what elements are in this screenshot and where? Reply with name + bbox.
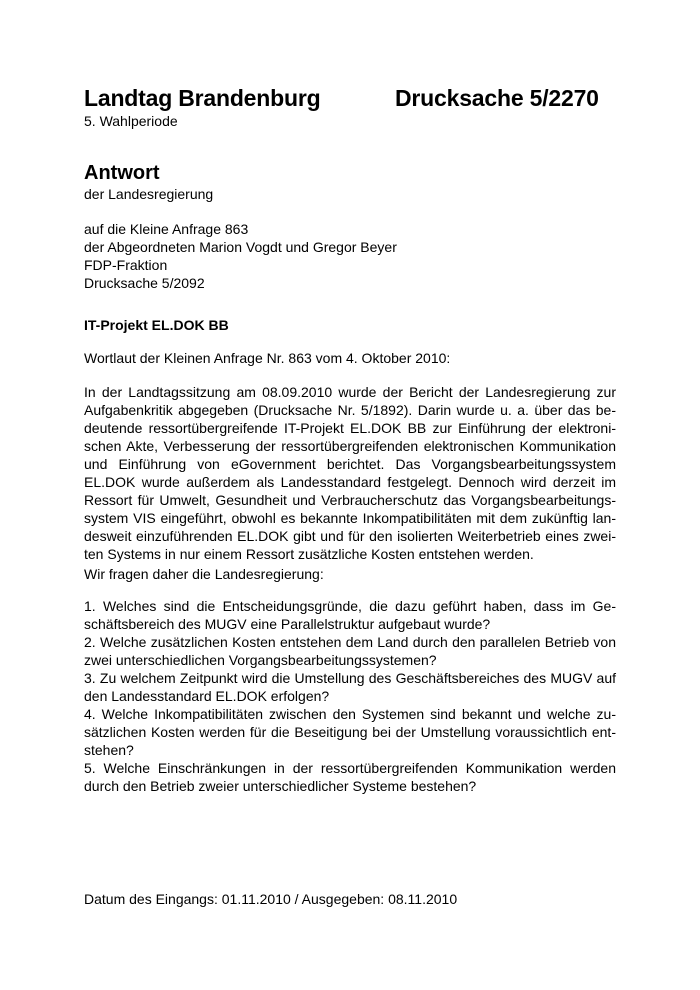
answer-by: der Landesregierung [84,186,214,202]
inquiry-intro: Wortlaut der Kleinen Anfrage Nr. 863 vom 4. Oktober 2010: [84,350,451,366]
question-intro: Wir fragen daher die Landesregierung: [84,566,324,582]
electoral-period: 5. Wahlperiode [84,113,178,129]
body-line: und Einführung von eGovernment berichtet. Das Vorgangsbearbeitungssystem [84,456,616,472]
reference-line: Drucksache 5/2092 [84,275,205,291]
body-line: deutende ressortübergreifende IT-Projekt EL.DOK BB zur Einführung der elektroni- [84,420,616,436]
body-line: In der Landtagssitzung am 08.09.2010 wurde der Bericht der Landesregierung zur [84,384,616,400]
body-line: schen Akte, Verbesserung der ressortübergreifenden elektronischen Kommunikation [84,438,616,454]
body-line: ten Systems in nur einem Ressort zusätzliche Kosten entstehen werden. [84,546,534,562]
question-line: durch den Betrieb zweier unterschiedlicher Systeme bestehen? [84,778,477,794]
body-line: desweit einzuführenden EL.DOK gibt und für den isolierten Weiterbetrieb eines zwei- [84,528,616,544]
question-line: 5. Welche Einschränkungen in der ressortübergreifenden Kommunikation werden [84,760,616,776]
reference-line: der Abgeordneten Marion Vogdt und Gregor Beyer [84,239,397,255]
body-line: system VIS eingeführt, obwohl es bekannte Inkompatibilitäten mit dem zukünftig lan- [84,510,616,526]
receipt-date-footer: Datum des Eingangs: 01.11.2010 / Ausgegeben: 08.11.2010 [84,891,458,907]
body-line: Aufgabenkritik abgegeben (Drucksache Nr. 5/1892). Darin wurde u. a. über das be- [84,402,616,418]
question-line: sätzlichen Kosten werden für die Beseitigung bei der Umstellung voraussichtlich ent- [84,724,616,740]
document-number: Drucksache 5/2270 [395,85,599,111]
question-line: zwei unterschiedlichen Vorgangsbearbeitungssystemen? [84,652,437,668]
answer-title: Antwort [84,162,160,184]
question-list [84,597,616,795]
inquiry-reference [84,220,616,292]
question-line: 4. Welche Inkompatibilitäten zwischen den Systemen sind bekannt und welche zu- [84,706,616,722]
body-line: EL.DOK wurde außerdem als Landesstandard festgelegt. Dennoch wird derzeit im [84,474,616,490]
reference-line: FDP-Fraktion [84,257,168,273]
question-line: 2. Welche zusätzlichen Kosten entstehen dem Land durch den parallelen Betrieb von [84,634,616,650]
question-line: 1. Welches sind die Entscheidungsgründe, die dazu geführt haben, dass im Ge- [84,598,616,614]
question-line: stehen? [84,742,134,758]
inquiry-body [84,383,616,563]
question-line: schäftsbereich des MUGV eine Parallelstruktur aufgebaut wurde? [84,616,491,632]
question-line: 3. Zu welchem Zeitpunkt wird die Umstellung des Geschäftsbereiches des MUGV auf [84,670,616,686]
body-line: Ressort für Umwelt, Gesundheit und Verbraucherschutz das Vorgangsbearbeitungs- [84,492,616,508]
reference-line: auf die Kleine Anfrage 863 [84,221,249,237]
parliament-name: Landtag Brandenburg [84,85,321,111]
subject-heading: IT-Projekt EL.DOK BB [84,317,229,333]
question-line: den Landesstandard EL.DOK erfolgen? [84,688,330,704]
